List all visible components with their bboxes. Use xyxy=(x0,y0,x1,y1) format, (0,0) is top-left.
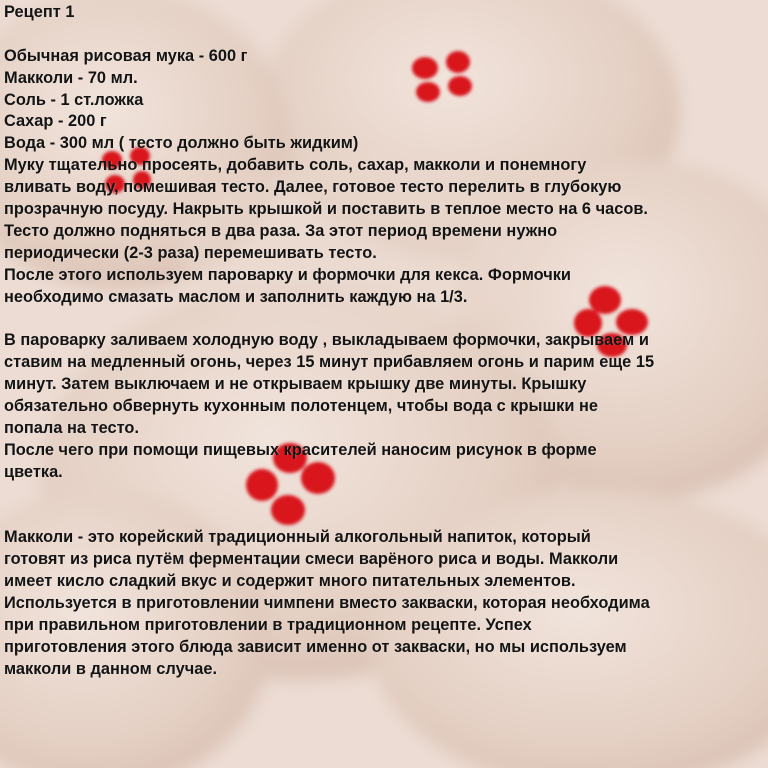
makgeolli-note xyxy=(4,527,764,680)
note-line: имеет кисло сладкий вкус и содержит много питательных элементов. xyxy=(4,572,576,591)
ingredient-line: Макколи - 70 мл. xyxy=(4,68,138,87)
instruction-line: необходимо смазать маслом и заполнить каждую на 1/3. xyxy=(4,287,468,306)
instruction-line: попала на тесто. xyxy=(4,418,139,437)
instruction-line: Тесто должно подняться в два раза. За этот период времени нужно xyxy=(4,221,558,240)
instruction-line: обязательно обвернуть кухонным полотенцем, чтобы вода с крышки не xyxy=(4,397,599,416)
instructions-part-2 xyxy=(4,330,764,483)
ingredient-line: Соль - 1 ст.ложка xyxy=(4,90,144,109)
instruction-line: В пароварку заливаем холодную воду , выкладываем формочки, закрываем и xyxy=(4,331,649,350)
instruction-line: прозрачную посуду. Накрыть крышкой и поставить в теплое место на 6 часов. xyxy=(4,200,648,219)
recipe-title: Рецепт 1 xyxy=(4,3,75,21)
instruction-line: ставим на медленный огонь, через 15 минут прибавляем огонь и парим еще 15 xyxy=(4,353,655,372)
note-line: Макколи - это корейский традиционный алкогольный напиток, который xyxy=(4,528,591,547)
instruction-line: периодически (2-3 раза) перемешивать тесто. xyxy=(4,243,377,262)
note-line: макколи в данном случае. xyxy=(4,659,218,678)
instruction-line: После чего при помощи пищевых красителей наносим рисунок в форме xyxy=(4,440,597,459)
note-line: приготовления этого блюда зависит именно от закваски, но мы используем xyxy=(4,637,627,656)
instruction-line: вливать воду, помешивая тесто. Далее, готовое тесто перелить в глубокую xyxy=(4,178,622,197)
instructions-part-1 xyxy=(4,155,764,308)
instruction-line: Муку тщательно просеять, добавить соль, сахар, макколи и понемногу xyxy=(4,156,587,175)
note-line: при правильном приготовлении в традиционном рецепте. Успех xyxy=(4,615,532,634)
instruction-line: После этого используем пароварку и формочки для кекса. Формочки xyxy=(4,265,572,284)
recipe-text xyxy=(4,2,764,681)
instruction-line: цветка. xyxy=(4,462,63,481)
note-line: Используется в приготовлении чимпени вместо закваски, которая необходима xyxy=(4,594,650,613)
ingredient-line: Обычная рисовая мука - 600 г xyxy=(4,46,248,65)
ingredient-line: Вода - 300 мл ( тесто должно быть жидким) xyxy=(4,134,359,153)
ingredient-line: Сахар - 200 г xyxy=(4,112,107,131)
ingredients-list xyxy=(4,46,764,155)
instruction-line: минут. Затем выключаем и не открываем крышку две минуты. Крышку xyxy=(4,375,587,394)
note-line: готовят из риса путём ферментации смеси варёного риса и воды. Макколи xyxy=(4,550,619,569)
